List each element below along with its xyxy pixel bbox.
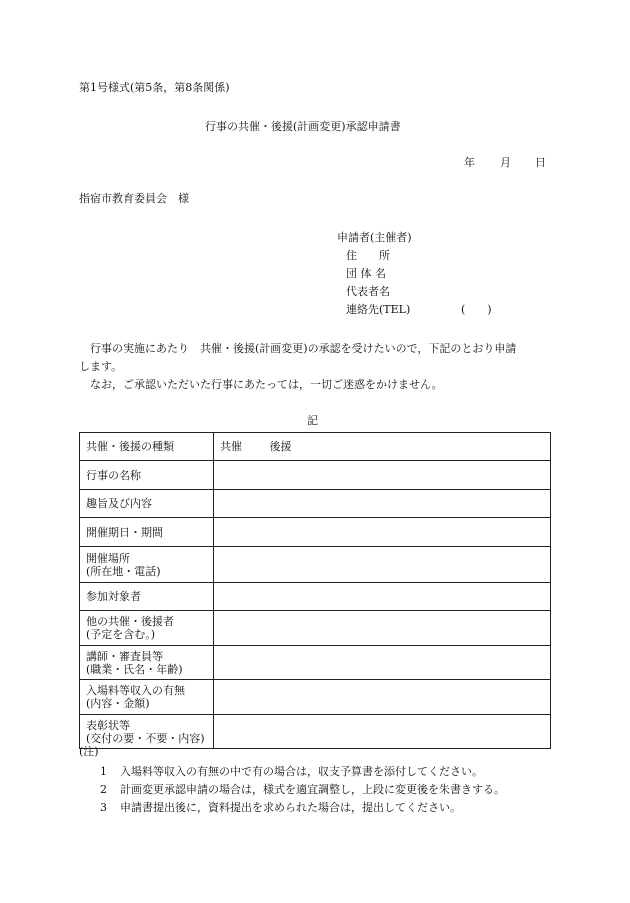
row-label [80, 715, 214, 749]
row-label-text: 開催場所 [86, 551, 130, 565]
row-label-subtext: (所在地・電話) [86, 564, 161, 578]
purpose-content-field[interactable] [214, 490, 551, 518]
admission-income-field[interactable] [214, 680, 551, 715]
row-label-text: 開催期日・期間 [86, 525, 163, 539]
row-label-subtext: (職業・氏名・年齢) [86, 662, 183, 676]
row-label-text: 行事の名称 [86, 468, 141, 482]
option-koen[interactable]: 後援 [269, 440, 292, 453]
applicant-contact-paren: ( ) [461, 303, 492, 316]
type-options-cell[interactable] [214, 433, 551, 461]
note-item [100, 801, 461, 815]
row-label-text: 講師・審査員等 [86, 649, 163, 663]
table-row [80, 646, 551, 680]
type-label: 共催・後援の種類 [86, 440, 174, 453]
date-day: 日 [535, 156, 546, 169]
notes-heading: (注) [79, 745, 99, 758]
body-line-2: します。 [79, 360, 123, 373]
body-line-3: なお，ご承認いただいた行事にあたっては，一切ご迷惑をかけません。 [79, 378, 443, 391]
form-number: 第1号様式(第5条，第8条関係) [79, 81, 230, 94]
row-label [80, 433, 214, 461]
awards-field[interactable] [214, 715, 551, 749]
table-row [80, 583, 551, 611]
participants-field[interactable] [214, 583, 551, 611]
date-month: 月 [500, 156, 511, 169]
row-label [80, 611, 214, 646]
table-row [80, 715, 551, 749]
row-label-subtext: (交付の要・不要・内容) [86, 731, 205, 745]
event-date-field[interactable] [214, 518, 551, 547]
row-label [80, 461, 214, 490]
application-table [79, 432, 551, 749]
row-label-subtext: (予定を含む。) [86, 628, 156, 641]
applicant-address: 住 所 [346, 249, 390, 262]
note-number: 3 [100, 801, 107, 814]
applicant-contact: 連絡先(TEL) [346, 303, 411, 316]
row-label-text: 趣旨及び内容 [86, 497, 152, 510]
note-number: 2 [100, 783, 107, 796]
table-row [80, 461, 551, 490]
row-label [80, 680, 214, 715]
note-item [100, 783, 505, 797]
table-row [80, 518, 551, 547]
row-label [80, 646, 214, 680]
note-text: 入場料等収入の有無の中で有の場合は，収支予算書を添付してください。 [120, 765, 483, 778]
note-item [100, 765, 483, 779]
document-title: 行事の共催・後援(計画変更)承認申請書 [205, 120, 401, 133]
note-text: 申請書提出後に，資料提出を求められた場合は，提出してください。 [120, 801, 461, 814]
ki-heading: 記 [307, 414, 318, 427]
applicant-org-name: 団 体 名 [346, 267, 386, 280]
note-text: 計画変更承認申請の場合は，様式を適宜調整し，上段に変更後を朱書きする。 [120, 783, 505, 796]
date-year: 年 [464, 156, 475, 169]
row-label [80, 490, 214, 518]
table-row [80, 490, 551, 518]
event-name-field[interactable] [214, 461, 551, 490]
applicant-heading: 申請者(主催者) [337, 231, 412, 244]
note-number: 1 [100, 765, 107, 778]
option-kyosai[interactable]: 共催 [220, 440, 242, 453]
lecturers-field[interactable] [214, 646, 551, 680]
table-row [80, 433, 551, 461]
table-row [80, 611, 551, 646]
row-label-text: 表彰状等 [86, 718, 130, 732]
row-label [80, 518, 214, 547]
table-row [80, 547, 551, 583]
addressee: 指宿市教育委員会 様 [79, 192, 189, 205]
other-sponsors-field[interactable] [214, 611, 551, 646]
row-label-text: 入場料等収入の有無 [86, 684, 185, 697]
row-label [80, 547, 214, 583]
row-label-text: 他の共催・後援者 [86, 615, 174, 628]
row-label [80, 583, 214, 611]
row-label-subtext: (内容・金額) [86, 697, 150, 710]
venue-field[interactable] [214, 547, 551, 583]
table-row [80, 680, 551, 715]
row-label-text: 参加対象者 [86, 590, 141, 603]
applicant-representative: 代表者名 [346, 285, 390, 298]
body-line-1: 行事の実施にあたり 共催・後援(計画変更)の承認を受けたいので，下記のとおり申請 [79, 342, 517, 355]
